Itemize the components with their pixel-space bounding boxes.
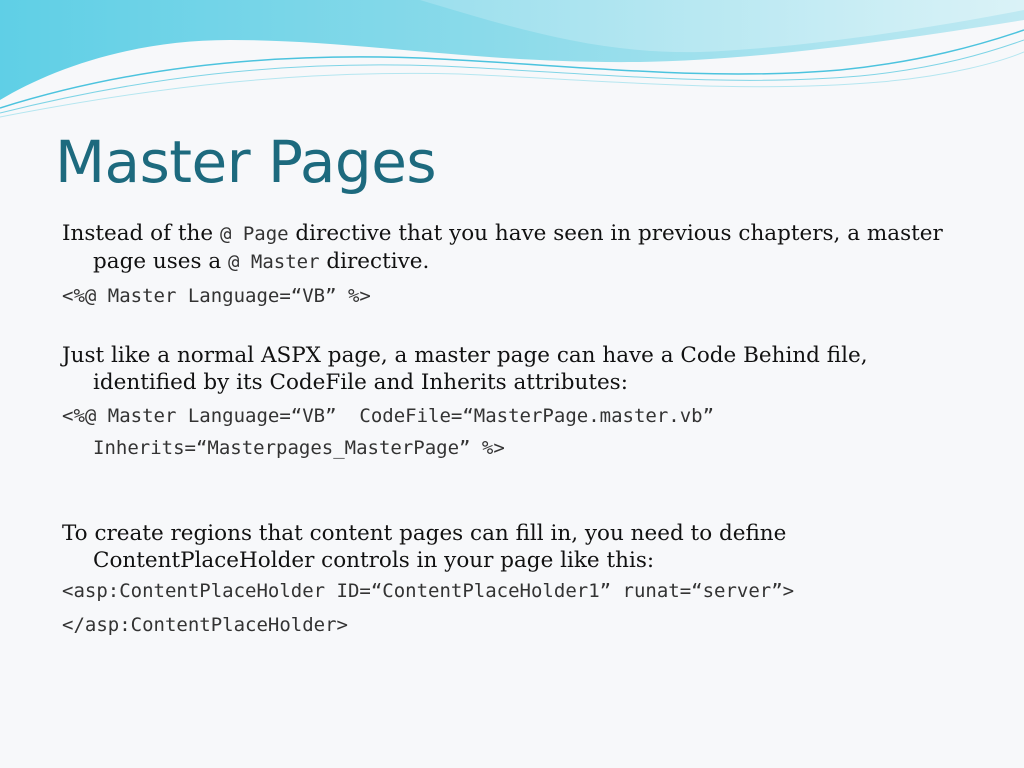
header-wave-decoration <box>0 0 1024 120</box>
text-segment: directive that you have seen in previous chapters, a master page uses a <box>93 221 943 274</box>
code-placeholder-close: </asp:ContentPlaceHolder> <box>62 614 348 636</box>
code-placeholder-open: <asp:ContentPlaceHolder ID=“ContentPlaceHolder1” runat=“server”> <box>62 580 795 602</box>
text-segment: Instead of the <box>62 221 220 246</box>
paragraph-code-behind: Just like a normal ASPX page, a master page can have a Code Behind file, identified by its CodeFile and Inherits attributes: <box>62 343 868 395</box>
code-codefile-line2: Inherits=“Masterpages_MasterPage” %> <box>93 437 505 459</box>
paragraph-content-placeholder: To create regions that content pages can fill in, you need to define ContentPlaceHolder controls in your page like this: <box>62 521 787 573</box>
slide-content <box>62 220 962 641</box>
code-master-directive: <%@ Master Language=“VB” %> <box>62 285 371 307</box>
paragraph-master-directive <box>62 220 962 276</box>
text-segment: directive. <box>319 249 430 274</box>
code-codefile-line1: <%@ Master Language=“VB” CodeFile=“MasterPage.master.vb” <box>62 405 715 427</box>
inline-code-master: @ Master <box>228 251 320 273</box>
slide-title: Master Pages <box>55 128 437 196</box>
inline-code-page: @ Page <box>219 223 289 245</box>
